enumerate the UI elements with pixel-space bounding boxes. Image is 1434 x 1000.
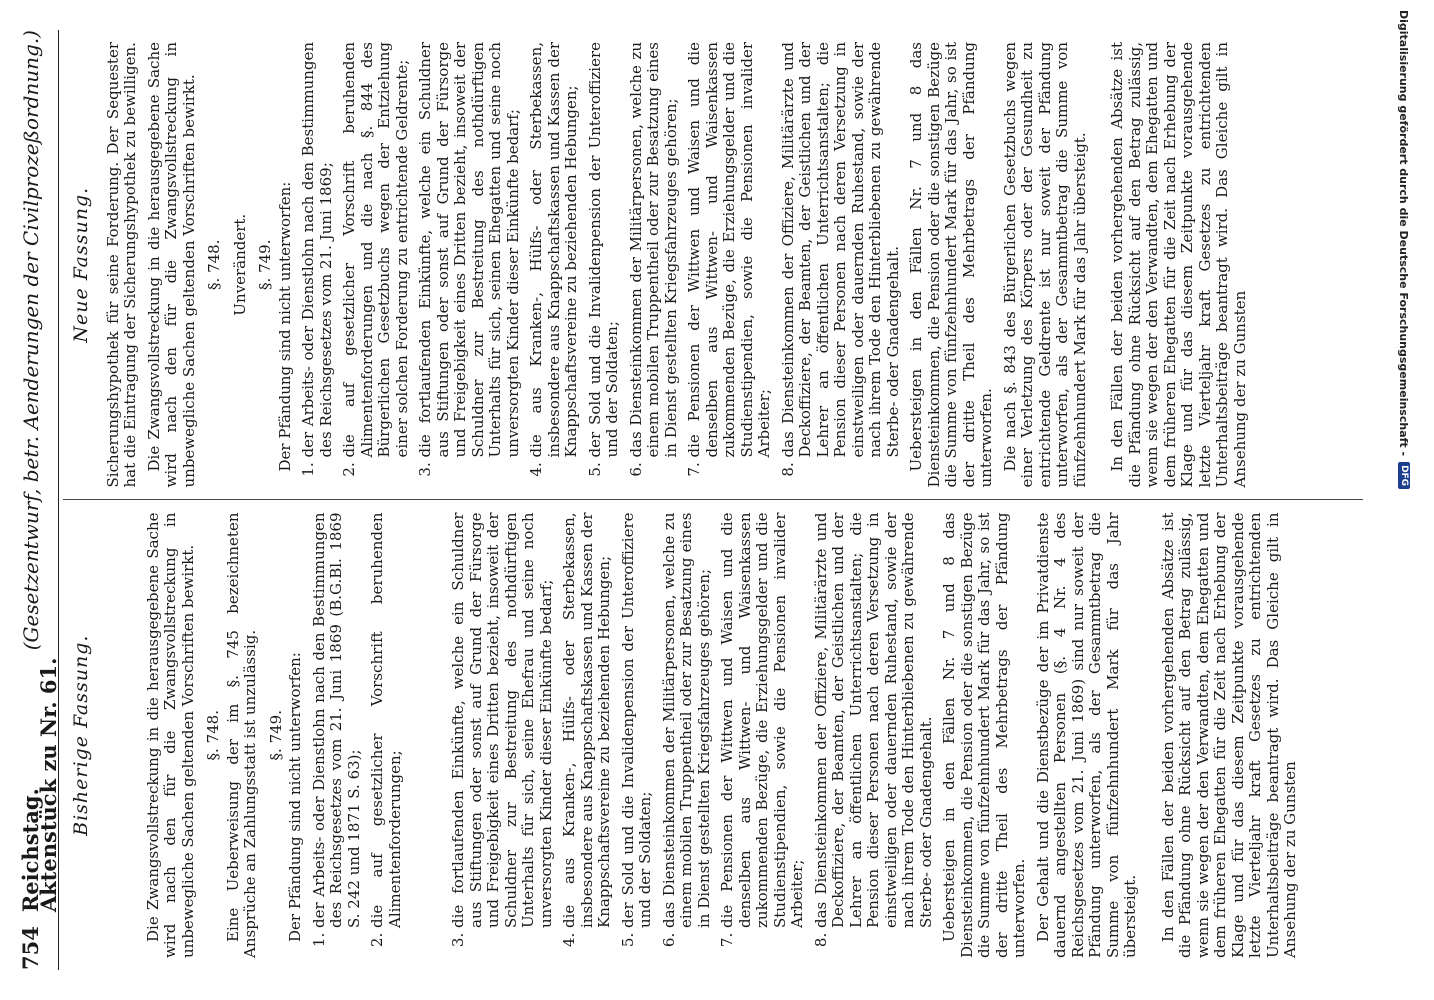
- right-section-748: §. 748.: [205, 239, 223, 290]
- list-item: 4. die aus Kranken-, Hülfs- oder Sterbekassen, insbesondere aus Knappschaftskassen und Kassen der Knappschaftsvereine zu beziehenden Hebungen;: [528, 42, 581, 458]
- digitization-credit: [1394, 10, 1414, 1000]
- left-column-heading: Bisherige Fassung.: [70, 634, 92, 836]
- list-item: 8. das Diensteinkommen der Offiziere, Militärärzte und Deckoffiziere, der Beamten, der Geistlichen und der Lehrer an öffentlichen Unterrichtsanstalten; die Pension dieser Personen nach deren Versetzung in einstweiligen oder dauernden Ruhestand, sowie der nach ihrem Tode den Hinterbliebenen zu gewährende Sterbe- oder Gnadengehalt.: [813, 513, 936, 929]
- list-item: 1. der Arbeits- oder Dienstlohn nach den Bestimmungen des Reichsgesetzes vom 21. Juni 1869;: [300, 42, 335, 458]
- left-paragraph-3: Uebersteigen in den Fällen Nr. 7 und 8 das Diensteinkommen, die Pension oder die sonstigen Bezüge die Summe von fünfzehnhundert Mark für das Jahr, so ist der dritte Theil des Mehrbetrags der Pfändung unterworfen.: [940, 512, 1028, 958]
- left-list-b: [450, 513, 935, 959]
- left-paragraph-1: Die Zwangsvollstreckung in die herausgegebene Sache wird nach den für die Zwangsvollstreckung in unbewegliche Sachen geltenden Vorschriften bewirkt.: [143, 512, 197, 958]
- left-column: [63, 500, 1363, 971]
- right-paragraph-1: Die Zwangsvollstreckung in die herausgegebene Sache wird nach den für die Zwangsvollstreckung in unbewegliche Sachen geltenden Vorschriften bewirkt.: [144, 42, 198, 488]
- list-item: 4. die aus Kranken-, Hülfs- oder Sterbekassen, insbesondere aus Knappschaftskassen und Kassen der Knappschaftsvereine zu beziehenden Hebungen;: [561, 513, 614, 929]
- right-paragraph-4: Die nach §. 843 des Bürgerlichen Gesetzbuchs wegen einer Verletzung des Körpers oder der Gesundheit zu entrichtende Geldrente ist nur soweit der Pfändung unterworfen, als der Gesammtbetrag die Summe von fünfzehnhundert Mark für das Jahr übersteigt.: [1000, 42, 1089, 488]
- right-paragraph-5: In den Fällen der beiden vorhergehenden Absätze ist die Pfändung ohne Rücksicht auf den Betrag zulässig, wenn sie wegen der den Verwandten, dem Ehegatten und dem früheren Ehegatten für die Zeit nach Erhebung der Klage und für das diesem Zeitpunkte vorausgehende letzte Vierteljahr kraft Gesetzes zu entrichtenden Unterhaltsbeiträge beantragt wird. Das Gleiche gilt in Ansehung der zu Gunsten: [1108, 42, 1249, 488]
- left-list-a: [311, 513, 405, 959]
- list-item: 8. das Diensteinkommen der Offiziere, Militärärzte und Deckoffiziere, der Beamten, der Geistlichen und der Lehrer an öffentlichen Unterrichtsanstalten; die Pension dieser Personen nach deren Versetzung in einstweiligen oder dauernden Ruhestand, sowie der nach ihrem Tode den Hinterbliebenen zu gewährende Sterbe- oder Gnadengehalt.: [780, 42, 903, 458]
- right-intro: Der Pfändung sind nicht unterworfen:: [275, 181, 294, 472]
- list-item: 1. der Arbeits- oder Dienstlohn nach den Bestimmungen des Reichsgesetzes vom 21. Juni 1869 (B.G.Bl. 1869 S. 242 und 1871 S. 63);: [311, 513, 364, 929]
- list-item: 7. die Pensionen der Wittwen und Waisen und die denselben aus Wittwen- und Waisenkassen zukommenden Bezüge, die Erziehungsgelder und die Studienstipendien, sowie die Pensionen invalider Arbeiter;: [719, 513, 807, 929]
- left-paragraph-5: In den Fällen der beiden vorhergehenden Absätze ist die Pfändung ohne Rücksicht auf den Betrag zulässig, wenn sie wegen der den Verwandten, dem Ehegatten und dem früheren Ehegatten für die Zeit nach Erhebung der Klage und für das diesem Zeitpunkte vorausgehende letzte Vierteljahr kraft Gesetzes zu entrichtenden Unterhaltsbeiträge beantragt wird. Das Gleiche gilt in Ansehung der zu Gunsten: [1158, 512, 1299, 958]
- page-header: [18, 30, 61, 970]
- right-paragraph-3: Uebersteigen in den Fällen Nr. 7 und 8 das Diensteinkommen, die Pension oder die sonstigen Bezüge die Summe von fünfzehnhundert Mark für das Jahr, so ist der dritte Theil des Mehrbetrags der Pfändung unterworfen.: [907, 42, 995, 488]
- left-paragraph-4: Der Gehalt und die Dienstbezüge der im Privatdienste dauernd angestellten Personen (§. 4 Nr. 4 des Reichsgesetzes vom 21. Juni 1869) sind nur soweit der Pfändung unterworfen, als der Gesammtbetrag die Summe von fünfzehnhundert Mark für das Jahr übersteigt.: [1033, 512, 1139, 958]
- left-paragraph-2: Eine Ueberweisung der im §. 745 bezeichneten Ansprüche an Zahlungsstatt ist unzulässig.: [223, 512, 259, 958]
- list-item: 5. der Sold und die Invalidenpension der Unteroffiziere und der Soldaten;: [587, 42, 622, 458]
- list-item: 7. die Pensionen der Wittwen und Waisen und die denselben aus Wittwen- und Waisenkassen zukommenden Bezüge, die Erziehungsgelder und die Studienstipendien, sowie die Pensionen invalider Arbeiter;: [686, 42, 774, 458]
- left-section-749: §. 749.: [266, 710, 285, 761]
- dfg-logo-icon: DFG: [1398, 462, 1410, 489]
- list-item: 5. der Sold und die Invalidenpension der Unteroffiziere und der Soldaten;: [620, 513, 655, 929]
- list-item: 2. die auf gesetzlicher Vorschrift beruhenden Alimentenforderungen und die nach §. 844 des Bürgerlichen Gesetzbuchs wegen der Entziehung einer solchen Forderung zu entrichtende Geldrente;: [341, 42, 411, 458]
- page-title: Reichstag. Aktenstück zu Nr. 61.: [18, 657, 61, 913]
- right-column-heading: Neue Fassung.: [70, 186, 92, 343]
- right-list: [300, 42, 902, 488]
- list-item: 6. das Diensteinkommen der Militärpersonen, welche zu einem mobilen Truppentheil oder zur Besatzung eines in Dienst gestellten Kriegsfahrzeuges gehören;: [628, 42, 681, 458]
- list-item: 2. die auf gesetzlicher Vorschrift beruhenden Alimentenforderungen;: [369, 513, 404, 929]
- list-item: 3. die fortlaufenden Einkünfte, welche ein Schuldner aus Stiftungen oder sonst auf Grund der Fürsorge und Freigebigkeit eines Dritten bezieht, insoweit der Schuldner zur Bestreitung des nothdürftigen Unterhalts für sich, seinen Ehegatten und seine noch unversorgten Kinder dieser Einkünfte bedarf;: [417, 42, 522, 458]
- right-paragraph-0: Sicherungshypothek für seine Forderung. Der Sequester hat die Eintragung der Sicherungshypothek zu bewilligen.: [103, 42, 139, 488]
- credit-text: Digitalisierung gefördert durch die Deutsche Forschungsgemeinschaft -: [1397, 10, 1411, 457]
- left-section-748: §. 748.: [204, 710, 222, 761]
- right-column: [63, 30, 1363, 500]
- list-item: 3. die fortlaufenden Einkünfte, welche ein Schuldner aus Stiftungen oder sonst auf Grund der Fürsorge und Freigebigkeit eines Dritten bezieht, insoweit der Schuldner zur Bestreitung des nothdürftigen Unterhalts für sich, seine Ehefrau und seine noch unversorgten Kinder dieser Einkünfte bedarf;: [450, 513, 555, 929]
- list-item: 6. das Diensteinkommen der Militärpersonen, welche zu einem mobilen Truppentheil oder zur Besatzung eines in Dienst gestellten Kriegsfahrzeuges gehören;: [661, 513, 714, 929]
- left-intro: Der Pfändung sind nicht unterworfen:: [286, 652, 304, 942]
- two-column-layout: [63, 30, 1363, 970]
- page-subtitle: (Gesetzentwurf, betr. Aenderungen der Civilprozeßordnung.): [19, 30, 43, 651]
- page-number: 754: [18, 926, 43, 970]
- right-section-749: §. 749.: [256, 239, 274, 290]
- right-unchanged: Unverändert.: [230, 213, 249, 316]
